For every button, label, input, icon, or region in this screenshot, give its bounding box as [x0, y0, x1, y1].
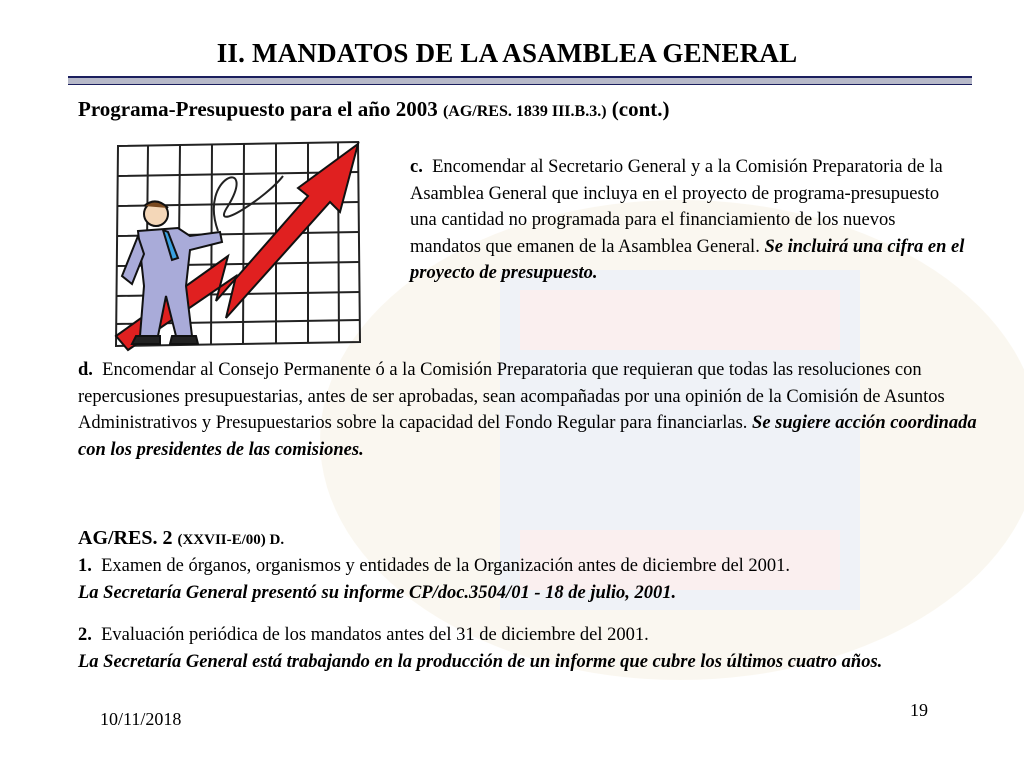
footer-date: 10/11/2018: [100, 709, 182, 729]
item-d-paragraph: [78, 357, 978, 463]
resolution-heading: [78, 525, 978, 553]
slide-subtitle: [78, 97, 670, 122]
slide-title: II. MANDATOS DE LA ASAMBLEA GENERAL: [216, 38, 798, 68]
item-d-text: Encomendar al Consejo Permanente ó a la Comisión Preparatoria que requieran que todas las resoluciones con repercusiones presupuestarias, antes de ser aprobadas, sean acompañadas por una opinión de la Comisión de Asuntos Administrativos y Presupuestarios sobre la capacidad del Fondo Regular para financiarlas.: [78, 360, 945, 433]
item-c-paragraph: [410, 154, 970, 287]
title-divider: [68, 76, 972, 85]
item-d-emphasis: Se sugiere acción coordinada con los presidentes de las comisiones.: [78, 413, 977, 460]
subtitle-cont: (cont.): [611, 97, 670, 121]
item-2-paragraph: [78, 622, 978, 675]
item-1-text: Examen de órganos, organismos y entidades de la Organización antes de diciembre del 2001.: [101, 556, 791, 576]
item-1-emphasis: La Secretaría General presentó su informe CP/doc.3504/01 - 18 de julio, 2001.: [78, 582, 677, 603]
item-2-text: Evaluación periódica de los mandatos antes del 31 de diciembre del 2001.: [101, 625, 649, 645]
item-2-emphasis: La Secretaría General está trabajando en la producción de un informe que cubre los últimos cuatro años.: [78, 651, 883, 672]
subtitle-ref: (AG/RES. 1839 III.B.3.): [442, 103, 607, 120]
resolution-ref: (XXVII-E/00) D.: [177, 532, 285, 548]
businessman-growth-chart-icon: [108, 136, 370, 354]
item-1-paragraph: [78, 553, 978, 606]
item-c-text: Encomendar al Secretario General y a la Comisión Preparatoria de la Asamblea General que incluya en el proyecto de programa-presupuesto una cantidad no programada para el financiamiento de los nuevos mandatos que emanen de la Asamblea General.: [410, 157, 943, 257]
subtitle-main: Programa-Presupuesto para el año 2003: [78, 97, 438, 121]
item-c-label: c.: [410, 157, 423, 177]
item-2-label: 2.: [78, 625, 92, 645]
page-number: 19: [910, 700, 928, 720]
item-d-label: d.: [78, 360, 93, 380]
item-c-emphasis: Se incluirá una cifra en el proyecto de presupuesto.: [410, 236, 965, 283]
resolution-main: AG/RES. 2: [78, 527, 173, 549]
item-1-label: 1.: [78, 556, 92, 576]
